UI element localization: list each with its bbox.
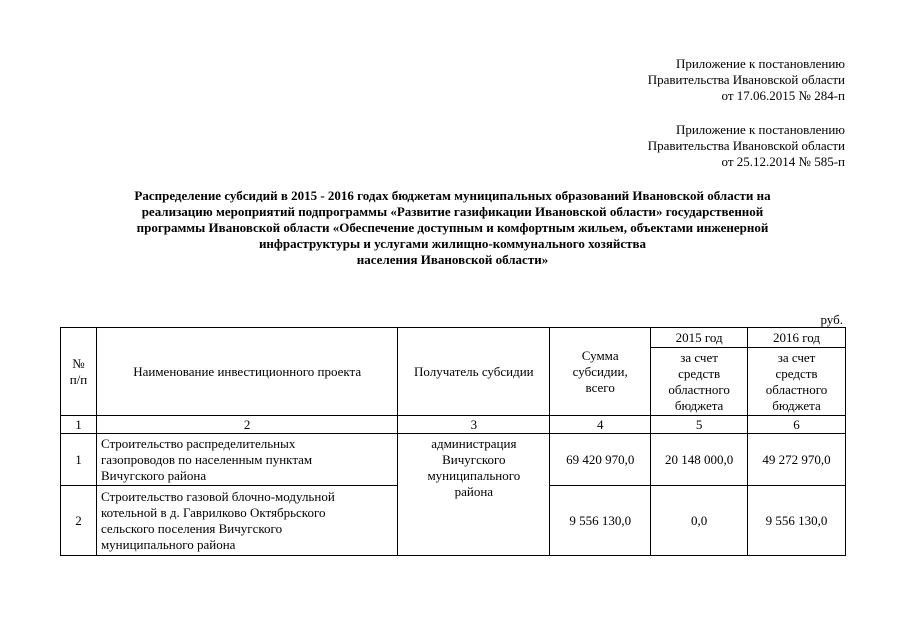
column-number: 5 <box>651 416 748 434</box>
title-line: населения Ивановской области» <box>356 252 549 267</box>
total-amount: 9 556 130,0 <box>550 486 651 556</box>
appendix-line: от 17.06.2015 № 284-п <box>721 88 845 103</box>
header-year-2016: 2016 год <box>748 328 846 348</box>
appendix-line: от 25.12.2014 № 585-п <box>721 154 845 169</box>
header-text: бюджета <box>674 397 724 413</box>
header-text: за счет <box>680 349 718 365</box>
header-text: областного <box>765 381 828 397</box>
column-number: 2 <box>96 416 397 434</box>
recipient-line: муниципального <box>427 468 521 483</box>
header-recipient: Получатель субсидии <box>398 328 550 416</box>
project-name-line: Строительство распределительных <box>100 435 296 451</box>
currency-unit: руб. <box>820 312 843 327</box>
title-line: Распределение субсидий в 2015 - 2016 годах бюджетам муниципальных образований Ивановской области на <box>134 188 771 203</box>
amount-2016: 49 272 970,0 <box>748 434 846 486</box>
column-number: 6 <box>748 416 846 434</box>
row-number: 2 <box>61 486 97 556</box>
appendix-note-current <box>648 56 845 104</box>
appendix-note-original <box>648 122 845 170</box>
title-line: программы Ивановской области «Обеспечение доступным и комфортным жильем, объектами инженерной <box>136 220 769 235</box>
header-text: за счет <box>777 349 816 365</box>
header-text: средств <box>678 365 721 381</box>
row-number: 1 <box>61 434 97 486</box>
recipient-line: Вичугского <box>442 452 506 467</box>
header-text: бюджета <box>772 397 821 413</box>
header-text: субсидии, <box>572 363 628 379</box>
project-name-line: Строительство газовой блочно-модульной <box>100 488 335 504</box>
title-line: инфраструктуры и услугами жилищно-коммунального хозяйства <box>258 236 647 251</box>
appendix-line: Приложение к постановлению <box>675 122 845 137</box>
project-name-line: Вичугского района <box>100 467 207 483</box>
title-line: реализацию мероприятий подпрограммы «Развитие газификации Ивановской области» государственной <box>141 204 764 219</box>
header-text: п/п <box>69 371 88 387</box>
project-name <box>96 434 397 486</box>
header-text: средств <box>775 365 818 381</box>
column-number: 1 <box>61 416 97 434</box>
appendix-line: Приложение к постановлению <box>675 56 845 71</box>
appendix-line: Правительства Ивановской области <box>647 72 845 87</box>
header-text: № <box>72 355 85 371</box>
column-number-row <box>61 416 846 434</box>
subsidy-recipient <box>398 434 550 556</box>
header-total <box>550 328 651 416</box>
header-text: Сумма <box>581 347 619 363</box>
recipient-line: района <box>454 484 494 499</box>
subsidy-table <box>60 327 846 556</box>
header-project-name: Наименование инвестиционного проекта <box>96 328 397 416</box>
appendix-line: Правительства Ивановской области <box>647 138 845 153</box>
amount-2016: 9 556 130,0 <box>748 486 846 556</box>
header-source-2016 <box>748 348 846 416</box>
amount-2015: 0,0 <box>651 486 748 556</box>
total-amount: 69 420 970,0 <box>550 434 651 486</box>
project-name <box>96 486 397 556</box>
project-name-line: газопроводов по населенным пунктам <box>100 451 313 467</box>
amount-2015: 20 148 000,0 <box>651 434 748 486</box>
header-row <box>61 328 846 348</box>
recipient-line: администрация <box>431 436 517 451</box>
header-year-2015: 2015 год <box>651 328 748 348</box>
header-source-2015 <box>651 348 748 416</box>
document-title <box>70 188 835 268</box>
table-row <box>61 434 846 486</box>
column-number: 4 <box>550 416 651 434</box>
project-name-line: сельского поселения Вичугского <box>100 520 283 536</box>
header-text: областного <box>668 381 730 397</box>
project-name-line: муниципального района <box>100 536 236 552</box>
project-name-line: котельной в д. Гаврилково Октябрьского <box>100 504 326 520</box>
column-number: 3 <box>398 416 550 434</box>
header-number <box>61 328 97 416</box>
header-text: всего <box>585 379 615 395</box>
